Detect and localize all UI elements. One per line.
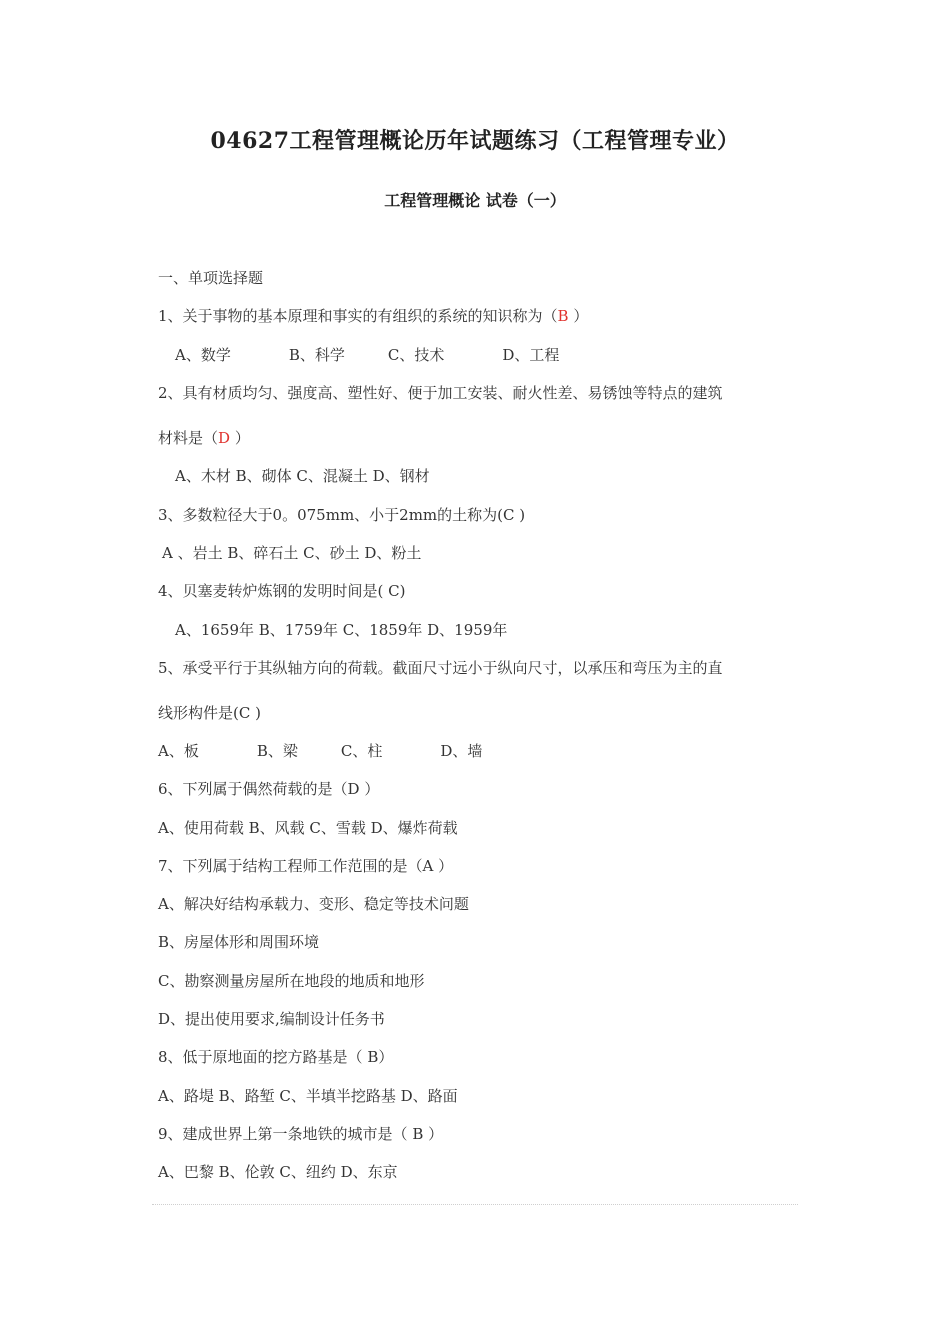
option-d: D、工程: [502, 346, 560, 364]
option-c: C、柱: [340, 742, 383, 760]
question-2-answer: D: [218, 429, 231, 447]
question-2-text: 材料是（: [158, 429, 219, 447]
question-1-text: 1、关于事物的基本原理和事实的有组织的系统的知识称为（: [158, 307, 558, 325]
option-d: D、墙: [440, 742, 483, 760]
page-title: 04627工程管理概论历年试题练习（工程管理专业）: [210, 128, 740, 154]
question-4: 4、贝塞麦转炉炼钢的发明时间是( C): [158, 582, 406, 600]
question-2-close: ）: [230, 429, 250, 447]
question-2-line-1: 2、具有材质均匀、强度高、塑性好、便于加工安装、耐火性差、易锈蚀等特点的建筑: [158, 384, 723, 402]
question-9: 9、建成世界上第一条地铁的城市是（ B ）: [158, 1125, 444, 1143]
option-a: A、板: [158, 742, 199, 760]
question-3: 3、多数粒径大于0。075mm、小于2mm的土称为(C ): [158, 506, 526, 524]
question-2-line-2: [158, 428, 250, 448]
option-c: C、技术: [387, 346, 445, 364]
question-4-options: A、1659年 B、1759年 C、1859年 D、1959年: [175, 621, 508, 639]
question-7-option-a: A、解决好结构承载力、变形、稳定等技术问题: [158, 895, 469, 913]
option-a: A、数学: [175, 346, 231, 364]
question-3-options: A 、岩土 B、碎石土 C、砂土 D、粉土: [162, 544, 422, 562]
section-heading: 一、单项选择题: [158, 269, 264, 287]
option-b: B、科学: [288, 346, 345, 364]
question-7-option-b: B、房屋体形和周围环境: [158, 933, 320, 951]
question-8: 8、低于原地面的挖方路基是（ B）: [158, 1048, 394, 1066]
question-6: 6、下列属于偶然荷载的是（D ）: [158, 780, 380, 798]
question-7: 7、下列属于结构工程师工作范围的是（A ）: [158, 857, 454, 875]
question-9-options: A、巴黎 B、伦敦 C、纽约 D、东京: [158, 1163, 398, 1181]
question-8-options: A、路堤 B、路堑 C、半填半挖路基 D、路面: [158, 1087, 458, 1105]
question-1-close: ）: [568, 307, 589, 325]
option-b: B、梁: [256, 742, 298, 760]
question-7-option-c: C、勘察测量房屋所在地段的地质和地形: [158, 972, 425, 990]
page-footer-divider: [152, 1204, 798, 1205]
question-1-options: [175, 345, 559, 365]
question-7-option-d: D、提出使用要求,编制设计任务书: [158, 1010, 385, 1028]
question-6-options: A、使用荷载 B、风载 C、雪载 D、爆炸荷载: [158, 819, 458, 837]
question-1: [158, 306, 588, 326]
question-5-line-1: 5、承受平行于其纵轴方向的荷载。截面尺寸远小于纵向尺寸，以承压和弯压为主的直: [158, 659, 723, 677]
question-2-options: A、木材 B、砌体 C、混凝土 D、钢材: [175, 467, 430, 485]
exam-subtitle: 工程管理概论 试卷（一）: [384, 191, 566, 210]
question-5-options: [158, 741, 482, 761]
question-1-answer: B: [557, 307, 569, 325]
question-5-line-2: 线形构件是(C ): [158, 704, 261, 722]
